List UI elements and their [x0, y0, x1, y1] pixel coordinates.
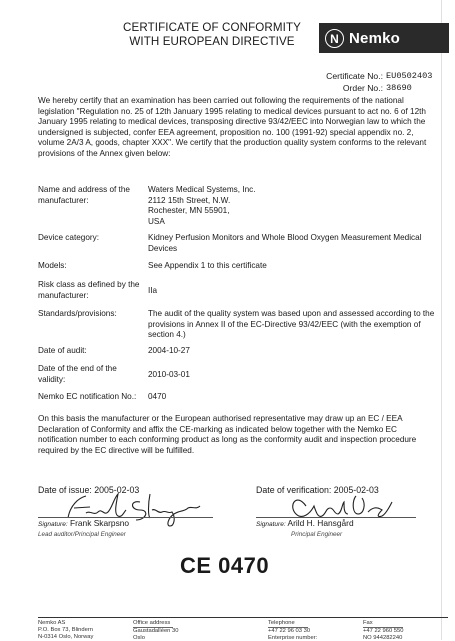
- models-value: See Appendix 1 to this certificate: [148, 261, 267, 270]
- validity-value: 2010-03-01: [148, 370, 190, 379]
- nemko-logo: [319, 23, 449, 53]
- footer-fax-label: Fax: [363, 620, 403, 628]
- manufacturer-address: [148, 185, 438, 227]
- manufacturer-label: Name and address of the manufacturer:: [38, 185, 130, 205]
- ce-mark: CE 0470: [180, 553, 270, 578]
- footer-company: [38, 620, 93, 640]
- issue-date: Date of issue: 2005-02-03: [38, 485, 140, 495]
- manufacturer-city: Rochester, MN 55901,: [148, 206, 230, 216]
- audit-date-label: Date of audit:: [38, 346, 87, 355]
- certificate-number-label: Certificate No.:: [326, 71, 383, 81]
- models-label: Models:: [38, 261, 67, 270]
- issue-signer-title: Lead auditor/Principal Engineer: [38, 531, 126, 538]
- intro-paragraph: We hereby certify that an examination has been carried out following the requirements of the national legislation "Regulation no. 25 of 12th January 1995 relating to medical devices pursuant to act no. 6 of 12th January 1995 relating to medical devices, transposing directive 93/42/EEC into Norwegian law to which the undersigned is subjected, confer EEA agreement, proposition no. 100 (1991-92) special appendix no. 2, volume 2A/3 A, goods, chapter XXX". We certify that the production quality system conforms to the relevant provisions of the Annex given below:: [38, 96, 427, 158]
- notification-value: 0470: [148, 392, 167, 401]
- verification-signer-title: Principal Engineer: [291, 531, 343, 538]
- footer-fax: [363, 620, 403, 641]
- footer-office-label: Office address: [133, 620, 173, 628]
- category-label: Device category:: [38, 233, 99, 242]
- footer-company-name: Nemko AS: [38, 620, 66, 626]
- validity-label: Date of the end of the validity:: [38, 364, 117, 384]
- issue-signer: [38, 518, 129, 530]
- certificate-number-value: EU0502403: [386, 71, 433, 81]
- verification-signer-name: Arild H. Hansgård: [287, 518, 354, 528]
- page-edge-line: [441, 0, 442, 640]
- certificate-number-values: [386, 71, 432, 94]
- category-value: Kidney Perfusion Monitors and Whole Blood Oxygen Measurement Medical Devices: [148, 233, 422, 253]
- footer-box: P.O. Box 73, Blindern: [38, 626, 93, 633]
- issue-signature-label: Signature:: [38, 521, 68, 528]
- verification-date: Date of verification: 2005-02-03: [256, 485, 379, 495]
- footer-fax-value: +47 22 960 550: [363, 627, 404, 634]
- footer-enterprise-value: NO 944282240: [363, 634, 403, 641]
- footer-postal: N-0314 Oslo, Norway: [38, 633, 94, 640]
- verification-signature-label: Signature:: [256, 521, 286, 528]
- standards-value: The audit of the quality system was based upon and assessed according to the provisions in Annex II of the EC-Directive 93/42/EEC (with the exemption of section 4.): [148, 309, 435, 340]
- footer-office-city: Oslo: [133, 634, 145, 641]
- risk-class-value: IIa: [148, 286, 158, 295]
- verification-signer: [256, 518, 354, 530]
- manufacturer-country: USA: [148, 216, 165, 226]
- standards-label: Standards/provisions:: [38, 309, 117, 318]
- manufacturer-name: Waters Medical Systems, Inc.: [148, 185, 256, 194]
- footer-phone: [268, 620, 317, 641]
- footer-enterprise-label: Enterprise number:: [268, 634, 318, 641]
- basis-paragraph: On this basis the manufacturer or the European authorised representative may draw up an EC / EEA Declaration of Conformity and affix the CE-marking as indicated below together with the Nemko EC notification number to each conforming product as long as the conformity audit and inspection procedure required by the EC directive will be fulfilled.: [38, 414, 417, 455]
- order-number-value: 38690: [386, 82, 412, 93]
- manufacturer-street: 2112 15th Street, N.W.: [148, 195, 231, 205]
- title-line-1: CERTIFICATE OF CONFORMITY: [123, 21, 301, 34]
- title-line-2: WITH EUROPEAN DIRECTIVE: [129, 35, 295, 48]
- footer-phone-label: Telephone: [268, 620, 308, 628]
- footer-phone-value: +47 22 96 03 30: [268, 627, 311, 634]
- order-number-label: Order No.:: [342, 82, 383, 93]
- footer-office-street: Gaustadalléen 30: [133, 627, 179, 634]
- footer: [38, 617, 448, 641]
- issue-signer-name: Frank Skarpsno: [69, 518, 130, 528]
- audit-date-value: 2004-10-27: [148, 346, 190, 355]
- nemko-logo-text: Nemko: [349, 29, 401, 47]
- footer-office: [133, 620, 178, 641]
- notification-label: Nemko EC notification No.:: [38, 392, 137, 401]
- certificate-title: [112, 21, 312, 49]
- risk-class-label: Risk class as defined by the manufacturer:: [38, 280, 140, 300]
- nemko-n-icon: N: [325, 29, 344, 48]
- certificate-number-labels: [326, 71, 383, 94]
